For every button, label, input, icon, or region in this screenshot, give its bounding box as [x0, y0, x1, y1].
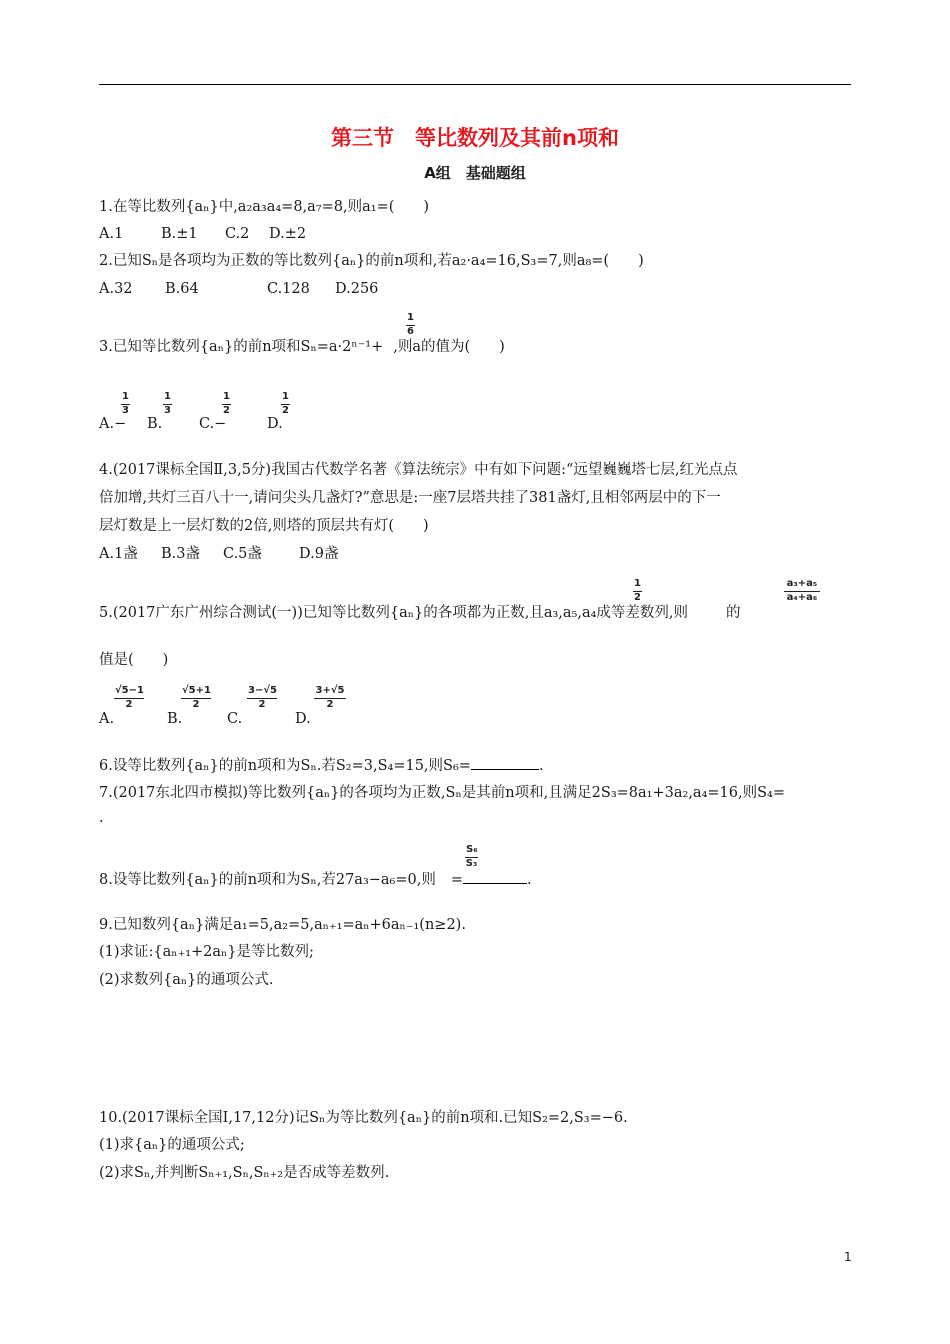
q10-stem: 10.(2017课标全国Ⅰ,17,12分)记Sₙ为等比数列{aₙ}的前n项和.已知S₂=2,S₃=−6.: [99, 1110, 628, 1126]
q4-option-d: D.9盏: [299, 546, 339, 562]
q5-a-num: √5−1: [115, 685, 144, 696]
q5-stem: [99, 605, 741, 622]
q5-c-den: 2: [258, 698, 266, 710]
q6-stem: [99, 757, 544, 775]
q5-half-den: 2: [634, 591, 641, 603]
q5-stem-a: 5.(2017广东广州综合测试(一))已知等比数列{aₙ}的各项都为正数,且a₃,: [99, 605, 563, 621]
q5-d-den: 2: [326, 698, 334, 710]
header-rule: [99, 84, 851, 85]
q5-option-d: D.: [295, 711, 311, 727]
q3-option-d: D.: [267, 416, 283, 432]
q2-option-d: D.256: [335, 281, 379, 297]
q3-option-c: C.−: [199, 416, 227, 432]
group-title: A组 基础题组: [424, 164, 526, 182]
q3-a-num: 1: [122, 391, 129, 402]
q1-stem: 1.在等比数列{aₙ}中,a₂a₃a₄=8,a₇=8,则a₁=( ): [99, 199, 430, 215]
q9-part-2: (2)求数列{aₙ}的通项公式.: [99, 972, 274, 988]
q5-option-d-fraction: [314, 686, 346, 710]
q3-option-b: B.: [147, 416, 163, 432]
q3-option-a-fraction: [121, 392, 130, 416]
q3-stem: [99, 339, 505, 356]
q3-option-a: A.−: [99, 416, 127, 432]
q2-option-c: C.128: [267, 281, 310, 297]
q8-frac-den: S₃: [465, 857, 478, 869]
q3-option-d-fraction: [281, 392, 290, 416]
q10-part-2: (2)求Sₙ,并判断Sₙ₊₁,Sₙ,Sₙ₊₂是否成等差数列.: [99, 1165, 390, 1181]
q3-option-c-fraction: [222, 392, 231, 416]
section-title: 第三节 等比数列及其前n项和: [331, 126, 619, 150]
q9-stem: 9.已知数列{aₙ}满足a₁=5,a₂=5,aₙ₊₁=aₙ+6aₙ₋₁(n≥2).: [99, 917, 466, 933]
q3-d-num: 1: [282, 391, 289, 402]
q5-c-num: 3−√5: [248, 685, 277, 696]
q5-half-num: 1: [634, 578, 641, 589]
q5-ratio-num: a₃+a₅: [786, 578, 818, 589]
q4-option-b: B.3盏: [161, 546, 200, 562]
q5-a-den: 2: [125, 698, 133, 710]
q9-part-1: (1)求证:{aₙ₊₁+2aₙ}是等比数列;: [99, 944, 314, 960]
q5-b-num: √5+1: [182, 685, 211, 696]
q6-end: .: [538, 758, 544, 774]
q8-stem-b: =: [450, 872, 464, 888]
q2-options: [99, 281, 378, 298]
q4-options: [99, 546, 338, 563]
q7-line-1: 7.(2017东北四市模拟)等比数列{aₙ}的各项均为正数,Sₙ是其前n项和,且满足2S₃=8a₁+3a₂,a₄=16,则S₄=: [99, 785, 785, 801]
q5-line-2: 值是( ): [99, 652, 169, 668]
q6-answer-blank[interactable]: [471, 757, 539, 770]
q8-fraction: [465, 845, 478, 869]
q3-frac-den: 6: [407, 325, 414, 337]
q10-part-1: (1)求{aₙ}的通项公式;: [99, 1137, 245, 1153]
q3-option-b-fraction: [163, 392, 172, 416]
q5-b-den: 2: [192, 698, 200, 710]
q1-option-a: A.1: [99, 226, 124, 242]
q5-option-c: C.: [227, 711, 243, 727]
q5-options: [99, 711, 311, 728]
page-number: 1: [844, 1250, 852, 1264]
q3-options: [99, 416, 283, 433]
q1-options: [99, 226, 306, 243]
q4-option-c: C.5盏: [223, 546, 262, 562]
q5-ratio-den: a₄+a₆: [786, 591, 818, 603]
q5-ratio-fraction: [784, 579, 820, 603]
q5-stem-c: 的: [726, 605, 741, 621]
q1-option-b: B.±1: [161, 226, 198, 242]
q4-line-3: 层灯数是上一层灯数的2倍,则塔的顶层共有灯( ): [99, 518, 429, 534]
q3-frac-num: 1: [407, 312, 414, 323]
q8-end: .: [527, 872, 532, 888]
q3-d-den: 2: [282, 404, 289, 416]
q5-option-b: B.: [167, 711, 183, 727]
q1-option-d: D.±2: [269, 226, 307, 242]
q5-half-fraction: [633, 579, 642, 603]
q3-c-num: 1: [223, 391, 230, 402]
q3-stem-a: 3.已知等比数列{aₙ}的前n项和Sₙ=a·2ⁿ⁻¹+: [99, 339, 384, 355]
q5-d-num: 3+√5: [315, 685, 345, 696]
q8-frac-num: S₆: [466, 844, 478, 855]
q5-option-a-fraction: [114, 686, 144, 710]
q8-stem: [99, 871, 532, 889]
q3-stem-b: ,则a的值为( ): [393, 339, 505, 355]
q8-stem-a: 8.设等比数列{aₙ}的前n项和为Sₙ,若27a₃−a₆=0,则: [99, 872, 436, 888]
q3-fraction: [406, 313, 415, 337]
q1-option-c: C.2: [225, 226, 250, 242]
q2-stem: 2.已知Sₙ是各项均为正数的等比数列{aₙ}的前n项和,若a₂·a₄=16,S₃=7,则a₈=( ): [99, 253, 644, 269]
q3-b-num: 1: [164, 391, 171, 402]
q3-a-den: 3: [122, 404, 129, 416]
q5-stem-b: a₅,a₄成等差数列,则: [562, 605, 689, 621]
q2-option-b: B.64: [165, 281, 199, 297]
q5-option-c-fraction: [247, 686, 277, 710]
q3-c-den: 2: [223, 404, 230, 416]
q2-option-a: A.32: [99, 281, 133, 297]
q8-answer-blank[interactable]: [463, 871, 527, 884]
q4-line-1: 4.(2017课标全国Ⅱ,3,5分)我国古代数学名著《算法统宗》中有如下问题:“远望巍巍塔七层,红光点点: [99, 462, 738, 478]
q4-option-a: A.1盏: [99, 546, 138, 562]
q7-line-2: .: [99, 810, 104, 826]
q3-b-den: 3: [164, 404, 171, 416]
q4-line-2: 倍加增,共灯三百八十一,请问尖头几盏灯?”意思是:一座7层塔共挂了381盏灯,且相邻两层中的下一: [99, 490, 721, 506]
q6-stem-text: 6.设等比数列{aₙ}的前n项和为Sₙ.若S₂=3,S₄=15,则S₆=: [99, 758, 471, 774]
q5-option-a: A.: [99, 711, 115, 727]
q5-option-b-fraction: [181, 686, 211, 710]
